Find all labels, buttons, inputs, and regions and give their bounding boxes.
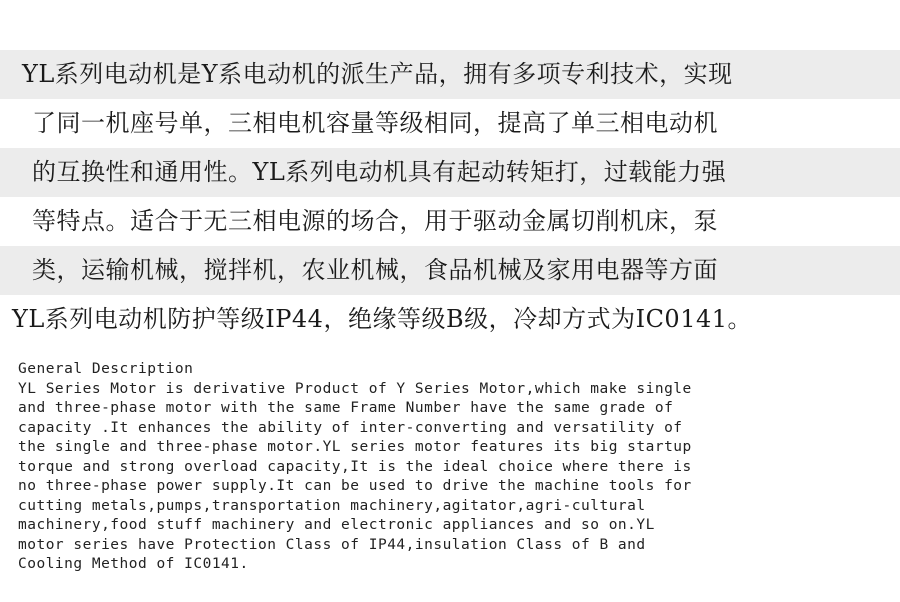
english-line-10: Cooling Method of IC0141. [18,556,249,572]
english-line-3: capacity .It enhances the ability of inter-converting and versatility of [18,419,683,436]
chinese-line-3: 的互换性和通用性。YL系列电动机具有起动转矩打，过载能力强 [0,148,900,197]
english-line-1: YL Series Motor is derivative Product of Y Series Motor,which make single [18,380,692,397]
english-line-8: machinery,food stuff machinery and electronic appliances and so on.YL [18,517,655,533]
english-line-5: torque and strong overload capacity,It is the ideal choice where there is [18,458,692,475]
english-line-6: no three-phase power supply.It can be used to drive the machine tools for [18,478,692,494]
english-line-4: the single and three-phase motor.YL series motor features its big startup [18,439,692,455]
chinese-line-1: YL系列电动机是Y系电动机的派生产品，拥有多项专利技术，实现 [0,50,900,99]
chinese-line-6: YL系列电动机防护等级IP44，绝缘等级B级，冷却方式为IC0141。 [12,305,753,333]
chinese-description [0,50,900,344]
english-line-9: motor series have Protection Class of IP44,insulation Class of B and [18,536,646,553]
chinese-line-2: 了同一机座号单，三相电机容量等级相同，提高了单三相电动机 [32,109,718,137]
chinese-line-5: 类，运输机械，搅拌机，农业机械，食品机械及家用电器等方面 [0,246,900,295]
chinese-line-4: 等特点。适合于无三相电源的场合，用于驱动金属切削机床，泵 [32,207,718,235]
english-heading: General Description [18,361,194,377]
english-line-2: and three-phase motor with the same Frame Number have the same grade of [18,400,674,416]
english-line-7: cutting metals,pumps,transportation machinery,agitator,agri-cultural [18,497,646,514]
english-description [18,360,888,575]
